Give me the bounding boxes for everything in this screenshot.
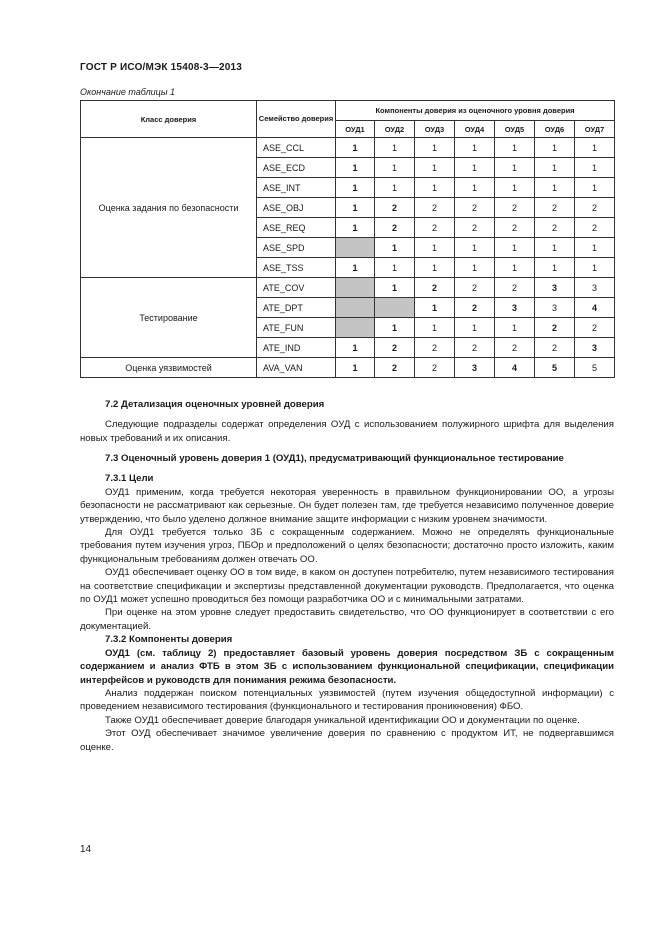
section-title-7-3: 7.3 Оценочный уровень доверия 1 (ОУД1), предусматривающий функциональное тестирование (105, 453, 564, 464)
value-cell: 1 (535, 238, 575, 258)
value-cell: 2 (495, 198, 535, 218)
value-cell: 1 (375, 178, 415, 198)
paragraph: При оценке на этом уровне следует предоставить свидетельство, что ОО функционирует в соответствии с его документацией. (80, 607, 614, 632)
header-components: Компоненты доверия из оценочного уровня доверия (336, 101, 615, 121)
value-cell: 2 (375, 218, 415, 238)
value-cell: 2 (495, 278, 535, 298)
paragraph: Также ОУД1 обеспечивает доверие благодаря уникальной идентификации ОО и документации по оценке. (105, 714, 580, 726)
section-7-3 (80, 452, 614, 754)
value-cell: 1 (455, 158, 495, 178)
value-cell: 2 (455, 338, 495, 358)
family-cell: AVA_VAN (257, 358, 336, 378)
value-cell: 1 (336, 358, 375, 378)
value-cell: 2 (415, 198, 455, 218)
paragraph: Анализ поддержан поиском потенциальных уязвимостей (путем изучения общедоступной информации) с проведением независимого тестирования (функционального и тестирования проникновения) ФБО. (80, 687, 614, 713)
value-cell: 1 (455, 258, 495, 278)
value-cell: 1 (495, 178, 535, 198)
family-cell: ATE_DPT (257, 298, 336, 318)
empty-shaded-cell (375, 298, 415, 318)
value-cell: 1 (495, 138, 535, 158)
value-cell: 1 (415, 138, 455, 158)
value-cell: 1 (375, 238, 415, 258)
empty-shaded-cell (336, 318, 375, 338)
value-cell: 1 (375, 278, 415, 298)
value-cell: 3 (535, 278, 575, 298)
value-cell: 1 (455, 238, 495, 258)
value-cell: 2 (575, 198, 615, 218)
value-cell: 2 (415, 278, 455, 298)
value-cell: 1 (415, 158, 455, 178)
value-cell: 1 (336, 158, 375, 178)
value-cell: 4 (495, 358, 535, 378)
family-cell: ATE_COV (257, 278, 336, 298)
value-cell: 1 (535, 138, 575, 158)
value-cell: 1 (575, 158, 615, 178)
page-number: 14 (80, 844, 92, 855)
value-cell: 1 (495, 258, 535, 278)
section-7-2 (80, 398, 614, 445)
value-cell: 2 (375, 358, 415, 378)
value-cell: 1 (495, 238, 535, 258)
value-cell: 2 (495, 218, 535, 238)
value-cell: 3 (455, 358, 495, 378)
value-cell: 2 (575, 218, 615, 238)
value-cell: 2 (535, 198, 575, 218)
value-cell: 2 (375, 198, 415, 218)
value-cell: 2 (415, 358, 455, 378)
family-cell: ASE_REQ (257, 218, 336, 238)
family-cell: ATE_IND (257, 338, 336, 358)
standard-header: ГОСТ Р ИСО/МЭК 15408-3—2013 (80, 62, 243, 73)
empty-shaded-cell (336, 278, 375, 298)
value-cell: 1 (336, 198, 375, 218)
value-cell: 1 (415, 178, 455, 198)
family-cell: ASE_TSS (257, 258, 336, 278)
value-cell: 1 (455, 138, 495, 158)
header-family: Семейство доверия (257, 101, 336, 138)
value-cell: 1 (415, 238, 455, 258)
value-cell: 1 (535, 258, 575, 278)
table-row (81, 278, 615, 298)
value-cell: 1 (336, 338, 375, 358)
value-cell: 1 (575, 178, 615, 198)
value-cell: 1 (495, 158, 535, 178)
value-cell: 4 (575, 298, 615, 318)
value-cell: 2 (535, 318, 575, 338)
section-title-7-3-2: 7.3.2 Компоненты доверия (105, 634, 233, 646)
level-header: ОУД1 (336, 121, 375, 138)
level-header: ОУД3 (415, 121, 455, 138)
value-cell: 1 (375, 138, 415, 158)
family-cell: ASE_OBJ (257, 198, 336, 218)
value-cell: 3 (495, 298, 535, 318)
value-cell: 2 (575, 318, 615, 338)
empty-shaded-cell (336, 298, 375, 318)
family-cell: ASE_ECD (257, 158, 336, 178)
paragraph: ОУД1 применим, когда требуется некоторая уверенность в правильном функционировании ОО, а угрозы безопасности не рассматривают как серьезные. Он будет полезен там, где требуется независимо полученное доверие утверждению, что было уделено должное внимание защите информации с низким уровнем значимости. (80, 486, 614, 525)
value-cell: 3 (575, 278, 615, 298)
value-cell: 3 (535, 298, 575, 318)
paragraph: Для ОУД1 требуется только ЗБ с сокращенным содержанием. Можно не определять функциональные требования путем изучения угроз, ПБОр и предположений о целях безопасности; достаточно просто изложить, каким функциональным требованиям должен отвечать ОО. (80, 527, 614, 565)
assurance-table (80, 100, 615, 378)
header-class: Класс доверия (81, 101, 257, 138)
table-row (81, 138, 615, 158)
family-cell: ASE_SPD (257, 238, 336, 258)
value-cell: 1 (336, 258, 375, 278)
paragraph: ОУД1 обеспечивает оценку ОО в том виде, в каком он доступен потребителю, путем независимого тестирования на соответствие спецификации и экспертизы представленной документации руководств. Предполагается, что оценка по ОУД1 может успешно проводиться без помощи разработчика ОО и с минимальными затратами. (80, 567, 614, 606)
value-cell: 2 (495, 338, 535, 358)
value-cell: 2 (535, 218, 575, 238)
value-cell: 2 (535, 338, 575, 358)
value-cell: 1 (495, 318, 535, 338)
value-cell: 1 (415, 258, 455, 278)
paragraph-bold: ОУД1 (см. таблицу 2) предоставляет базовый уровень доверия посредством ЗБ с сокращенным содержанием и анализ ФТБ в этом ЗБ с использованием функциональной спецификации, спецификации интерфейсов и руководств для понимания режима безопасности. (80, 647, 614, 686)
section-title-7-3-1: 7.3.1 Цели (105, 473, 154, 485)
value-cell: 2 (455, 218, 495, 238)
value-cell: 1 (535, 178, 575, 198)
value-cell: 1 (336, 138, 375, 158)
level-header: ОУД2 (375, 121, 415, 138)
value-cell: 3 (575, 338, 615, 358)
value-cell: 5 (535, 358, 575, 378)
paragraph: Этот ОУД обеспечивает значимое увеличение доверия по сравнению с продуктом ИТ, не подвергавшимся оценке. (80, 728, 614, 753)
value-cell: 1 (375, 158, 415, 178)
value-cell: 1 (575, 258, 615, 278)
value-cell: 2 (415, 338, 455, 358)
value-cell: 1 (455, 318, 495, 338)
value-cell: 1 (336, 218, 375, 238)
value-cell: 2 (455, 298, 495, 318)
empty-shaded-cell (336, 238, 375, 258)
value-cell: 2 (455, 198, 495, 218)
value-cell: 1 (375, 318, 415, 338)
value-cell: 2 (455, 278, 495, 298)
value-cell: 2 (415, 218, 455, 238)
value-cell: 1 (375, 258, 415, 278)
level-header: ОУД4 (455, 121, 495, 138)
section-title-7-2: 7.2 Детализация оценочных уровней доверия (105, 399, 325, 410)
value-cell: 5 (575, 358, 615, 378)
value-cell: 1 (575, 238, 615, 258)
value-cell: 1 (455, 178, 495, 198)
value-cell: 1 (535, 158, 575, 178)
class-cell: Оценка задания по безопасности (81, 138, 257, 278)
value-cell: 1 (415, 318, 455, 338)
value-cell: 1 (415, 298, 455, 318)
level-header: ОУД5 (495, 121, 535, 138)
value-cell: 1 (575, 138, 615, 158)
level-header: ОУД7 (575, 121, 615, 138)
table-row (81, 358, 615, 378)
value-cell: 2 (375, 338, 415, 358)
family-cell: ASE_INT (257, 178, 336, 198)
level-header: ОУД6 (535, 121, 575, 138)
class-cell: Оценка уязвимостей (81, 358, 257, 378)
class-cell: Тестирование (81, 278, 257, 358)
paragraph: Следующие подразделы содержат определения ОУД с использованием полужирного шрифта для выделения новых требований и их описания. (80, 419, 614, 444)
table-caption: Окончание таблицы 1 (80, 87, 175, 97)
value-cell: 1 (336, 178, 375, 198)
family-cell: ATE_FUN (257, 318, 336, 338)
family-cell: ASE_CCL (257, 138, 336, 158)
